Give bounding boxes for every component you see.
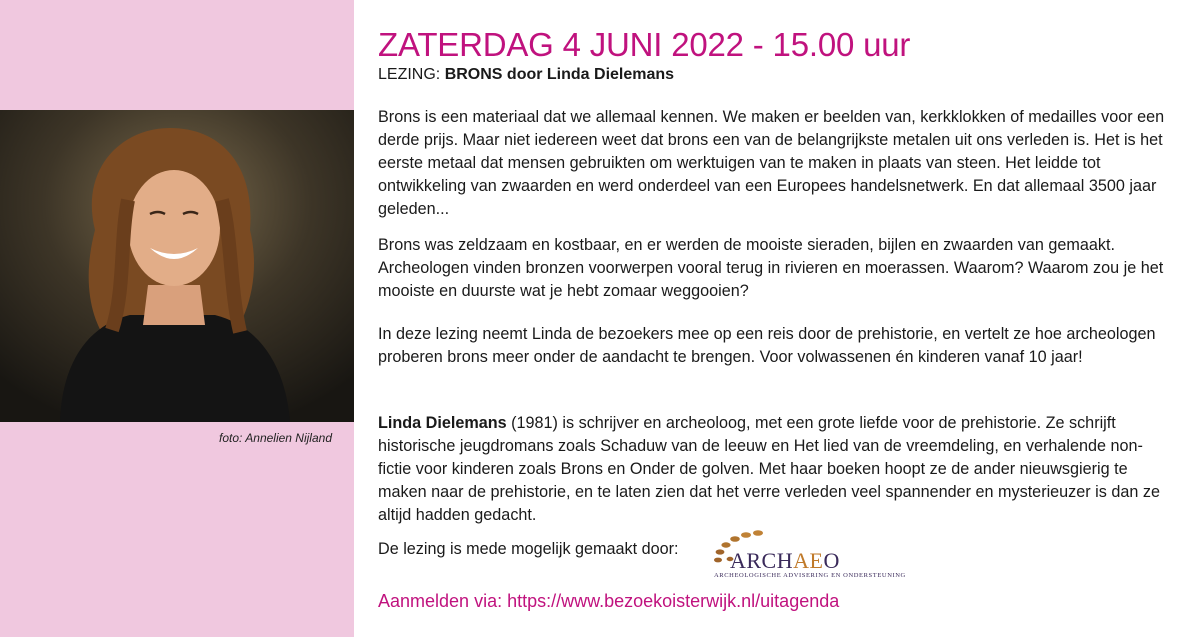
photo-credit: foto: Annelien Nijland bbox=[219, 431, 332, 445]
left-sidebar bbox=[0, 0, 354, 637]
event-subtitle bbox=[378, 64, 1168, 86]
event-title: BRONS door Linda Dielemans bbox=[444, 66, 675, 83]
intro-paragraph: Brons is een materiaal dat we allemaal kennen. We maken er beelden van, kerkklokken of medailles voor een derde prijs. Maar niet iedereen weet dat brons een van de belangrijkste metalen uit ons verleden is. Het is het eerste metaal dat mensen gebruikten om werktuigen van te maken in plaats van steen. Het leidde tot ontwikkeling van zwaarden en werd onderdeel van een Europees handelsnetwerk. En dat allemaal 3500 jaar geleden... bbox=[378, 108, 1165, 218]
sponsor-label: De lezing is mede mogelijk gemaakt door: bbox=[378, 540, 679, 558]
bronze-paragraph: Brons was zeldzaam en kostbaar, en er werden de mooiste sieraden, bijlen en zwaarden van gemaakt. Archeologen vinden bronzen voorwerpen vooral terug in rivieren en moerassen. Waarom? Waarom zou je het mooiste en duurste wat je hebt zomaar weggooien? bbox=[378, 236, 1164, 300]
speaker-photo bbox=[0, 110, 354, 422]
portrait-illustration bbox=[0, 110, 354, 422]
logo-wordmark: ARCHAEO bbox=[730, 548, 840, 573]
event-content bbox=[378, 26, 1168, 611]
bio-name: Linda Dielemans bbox=[378, 414, 507, 432]
event-type-label: LEZING: bbox=[378, 66, 441, 83]
bio-text: (1981) is schrijver en archeoloog, met een grote liefde voor de prehistorie. Ze schrijft historische jeugdromans zoals Schaduw van de leeuw en Het lied van de vreemdeling, en verhalende non-fictie voor kinderen zoals Brons en Onder de golven. Met haar boeken hoopt ze de ander nieuwsgierig te maken naar de prehistorie, en te laten zien dat het verre verleden veel spannender en mysterieuzer is dan ze altijd hadden gedacht. bbox=[378, 414, 1160, 524]
event-date-headline: ZATERDAG 4 JUNI 2022 - 15.00 uur bbox=[378, 26, 911, 63]
bio-paragraph bbox=[378, 412, 1168, 527]
archaeo-logo bbox=[708, 526, 906, 584]
logo-tagline: ARCHEOLOGISCHE ADVISERING EN ONDERSTEUNING bbox=[714, 572, 906, 579]
lecture-paragraph: In deze lezing neemt Linda de bezoekers mee op een reis door de prehistorie, en vertelt ze hoe archeologen proberen brons meer onder de aandacht te brengen. Voor volwassenen én kinderen vanaf 10 jaar! bbox=[378, 325, 1156, 366]
signup-link[interactable]: Aanmelden via: https://www.bezoekoisterwijk.nl/uitagenda bbox=[378, 591, 840, 611]
